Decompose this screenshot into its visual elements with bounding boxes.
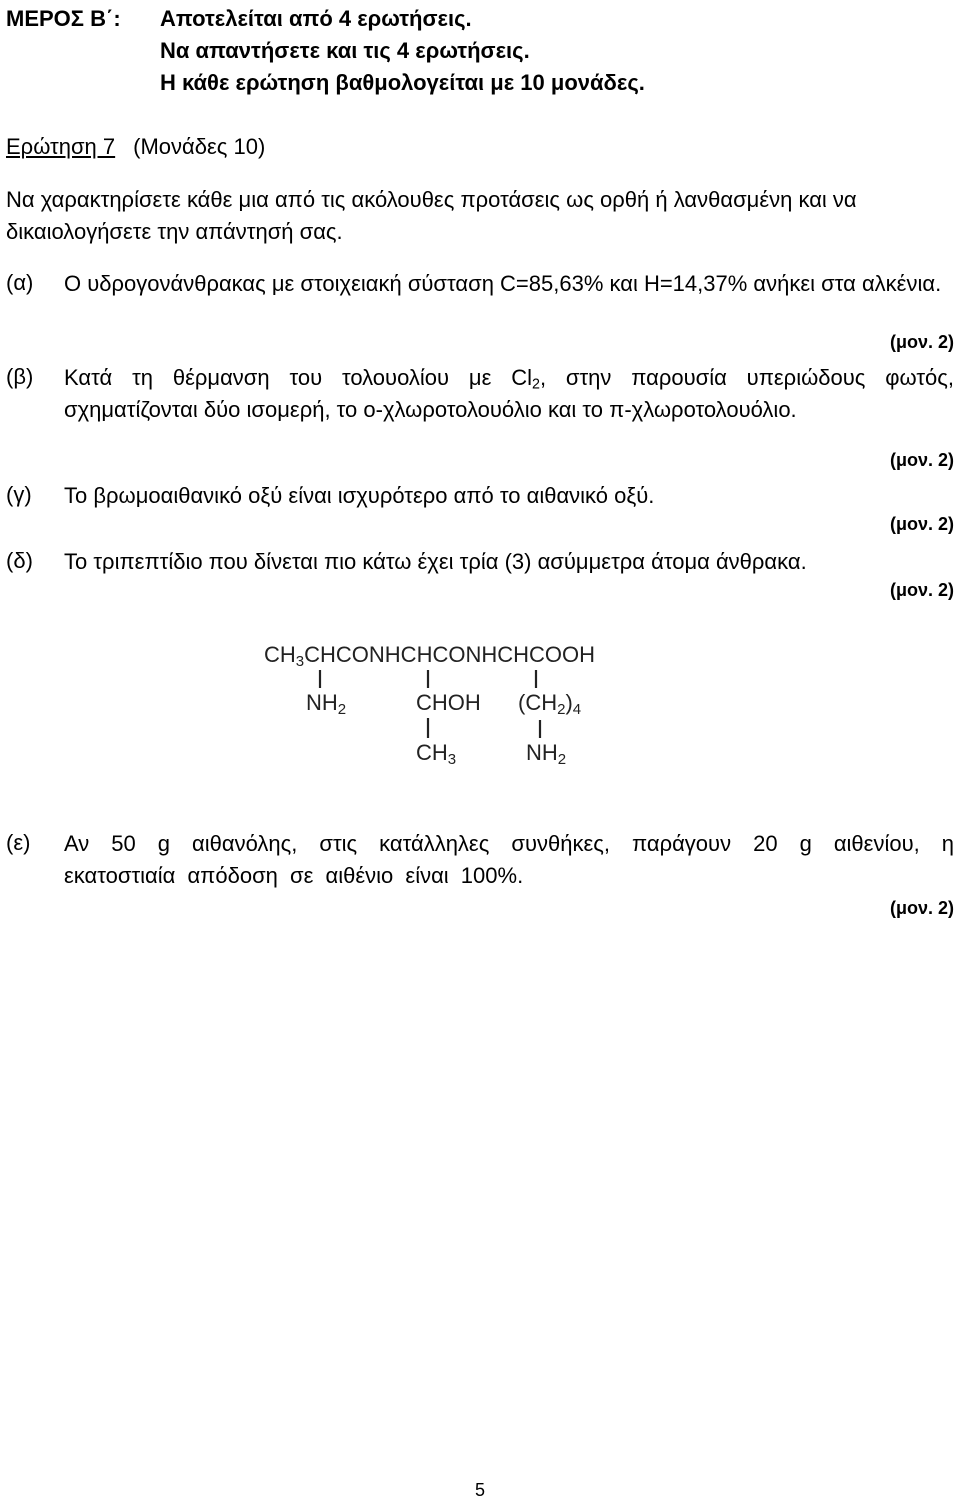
question-points: (Μονάδες 10): [133, 134, 266, 159]
item-marks-e: (μον. 2): [889, 898, 954, 918]
item-text-e: Αν 50 g αιθανόλης, στις κατάλληλες συνθήκες, παράγουν 20 g αιθενίου, η εκατοστιαία απόδοση σε αιθένιο είναι 100%.: [64, 831, 954, 888]
item-label-d: (δ): [6, 548, 33, 573]
page-number: 5: [474, 1480, 485, 1500]
formula-main: CH3CHCONHCHCONHCHCOOH: [264, 642, 596, 670]
item-text-d: Το τριπεπτίδιο που δίνεται πιο κάτω έχει τρία (3) ασύμμετρα άτομα άνθρακα.: [64, 549, 807, 574]
formula-branch-nh2: NH2: [306, 690, 347, 718]
item-marks-b: (μον. 2): [889, 450, 954, 470]
item-label-c: (γ): [6, 482, 32, 507]
formula-branch-ch3: CH3: [416, 740, 457, 768]
item-label-e: (ε): [6, 830, 31, 855]
question-number: Ερώτηση 7: [6, 134, 116, 159]
formula-branch-nh2-2: NH2: [526, 740, 567, 768]
formula-branch-choh: CHOH: [416, 690, 481, 715]
question-intro: Να χαρακτηρίσετε κάθε μια από τις ακόλουθες προτάσεις ως ορθή ή λανθασμένη και να δικαιολογήσετε την απάντησή σας.: [6, 187, 857, 244]
header-line-2: Να απαντήσετε και τις 4 ερωτήσεις.: [160, 38, 530, 63]
formula-branch-ch2-4: (CH2)4: [518, 690, 582, 718]
item-label-b: (β): [6, 364, 34, 389]
item-label-a: (α): [6, 270, 34, 295]
header-line-3: Η κάθε ερώτηση βαθμολογείται με 10 μονάδες.: [160, 70, 645, 95]
item-text-a: Ο υδρογονάνθρακας με στοιχειακή σύσταση C=85,63% και H=14,37% ανήκει στα αλκένια.: [64, 271, 942, 296]
item-marks-d: (μον. 2): [889, 580, 954, 600]
item-marks-a: (μον. 2): [889, 332, 954, 352]
tripeptide-formula: [250, 630, 670, 780]
question-title: [6, 132, 265, 163]
header-line-1: Αποτελείται από 4 ερωτήσεις.: [160, 6, 472, 31]
item-marks-c: (μον. 2): [889, 514, 954, 534]
item-text-c: Το βρωμοαιθανικό οξύ είναι ισχυρότερο από το αιθανικό οξύ.: [64, 483, 655, 508]
item-text-b: Κατά τη θέρμανση του τολουολίου με $Cl_2$, στην παρουσία υπεριώδους φωτός, σχηματίζονται δύο ισομερή, το ο-χλωροτολουόλιο και το π-χλωροτολουόλιο.: [64, 365, 954, 422]
part-label: ΜΕΡΟΣ Β΄:: [6, 6, 121, 31]
